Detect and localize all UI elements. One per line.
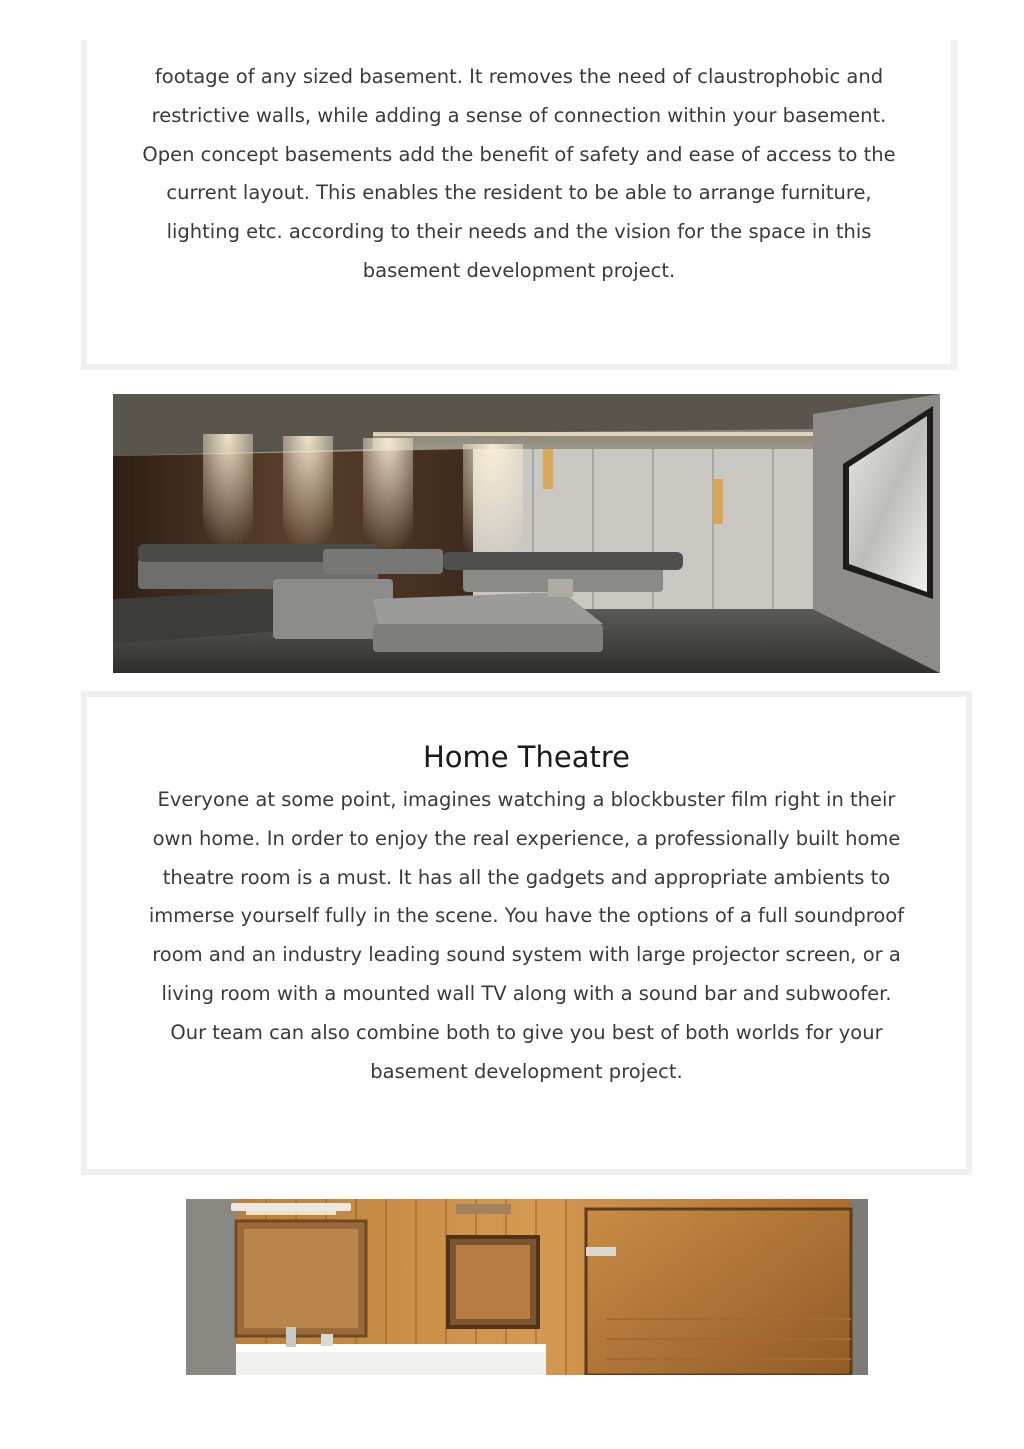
paragraph-line: room and an industry leading sound system with large projector screen, or a (152, 943, 901, 967)
section-heading: Home Theatre (422, 740, 631, 774)
paragraph-line: basement development project. (370, 1059, 683, 1083)
paragraph-line: basement development project. (362, 258, 676, 282)
open-concept-paragraph (119, 58, 919, 291)
paragraph-line: Our team can also combine both to give you best of both worlds for your (170, 1020, 883, 1044)
home-theatre-room-photo (113, 394, 940, 673)
paragraph-line: immerse yourself fully in the scene. You have the options of a full soundproof (148, 904, 905, 928)
paragraph-line: Open concept basements add the benefit of safety and ease of access to the (142, 142, 896, 166)
paragraph-line: own home. In order to enjoy the real experience, a professionally built home (152, 826, 901, 850)
paragraph-line: footage of any sized basement. It removes the need of claustrophobic and (154, 65, 884, 88)
paragraph-line: living room with a mounted wall TV along with a sound bar and subwoofer. (161, 981, 892, 1005)
home-theatre-card (81, 691, 972, 1175)
paragraph-line: Everyone at some point, imagines watching a blockbuster film right in their (157, 788, 896, 811)
home-theatre-paragraph (127, 781, 927, 1091)
sauna-bathroom-photo (186, 1199, 868, 1375)
open-concept-card (81, 40, 957, 370)
paragraph-line: current layout. This enables the resident to be able to arrange furniture, (166, 181, 872, 205)
paragraph-line: lighting etc. according to their needs and the vision for the space in this (166, 220, 872, 244)
paragraph-line: restrictive walls, while adding a sense of connection within your basement. (151, 103, 887, 127)
paragraph-line: theatre room is a must. It has all the gadgets and appropriate ambients to (162, 865, 891, 889)
